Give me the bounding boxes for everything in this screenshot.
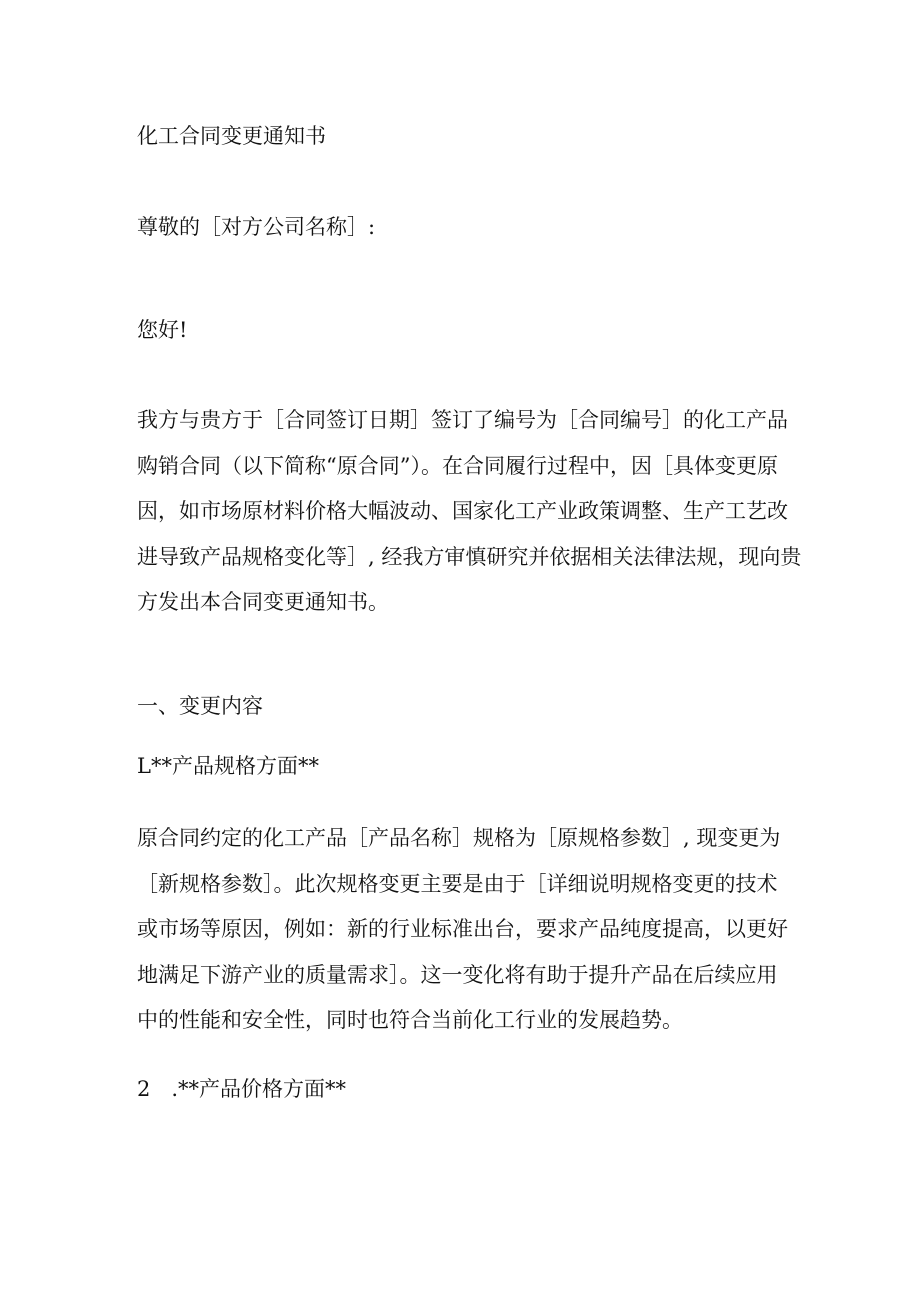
document-title: 化工合同变更通知书	[137, 124, 326, 148]
item-heading: 2 .**产品价格方面**	[137, 1077, 347, 1101]
paragraph-line: 原合同约定的化工产品［产品名称］规格为［原规格参数］, 现变更为	[137, 826, 781, 850]
paragraph-line: 购销合同（以下简称“原合同”）。在合同履行过程中，因［具体变更原	[137, 453, 778, 478]
intro-paragraph	[137, 398, 802, 626]
paragraph-line: 我方与贵方于［合同签订日期］签订了编号为［合同编号］的化工产品	[137, 408, 788, 432]
greeting: 您好!	[137, 318, 188, 342]
paragraph-line: 地满足下游产业的质量需求］。这一变化将有助于提升产品在后续应用	[137, 962, 778, 987]
paragraph-line: 或市场等原因，例如：新的行业标准出台，要求产品纯度提高，以更好	[137, 917, 788, 941]
section-heading: 一、变更内容	[137, 694, 263, 718]
item1-paragraph	[137, 816, 788, 1044]
paragraph-line: 中的性能和安全性，同时也符合当前化工行业的发展趋势。	[137, 1008, 683, 1032]
paragraph-line: 因，如市场原材料价格大幅波动、国家化工产业政策调整、生产工艺改	[137, 499, 788, 523]
paragraph-line: 进导致产品规格变化等］, 经我方审慎研究并依据相关法律法规，现向贵	[137, 544, 802, 569]
item-heading: L**产品规格方面**	[137, 754, 319, 778]
salutation: 尊敬的［对方公司名称］:	[137, 215, 376, 239]
paragraph-line: ［新规格参数］。此次规格变更主要是由于［详细说明规格变更的技术	[137, 871, 778, 896]
paragraph-line: 方发出本合同变更通知书。	[137, 590, 389, 614]
